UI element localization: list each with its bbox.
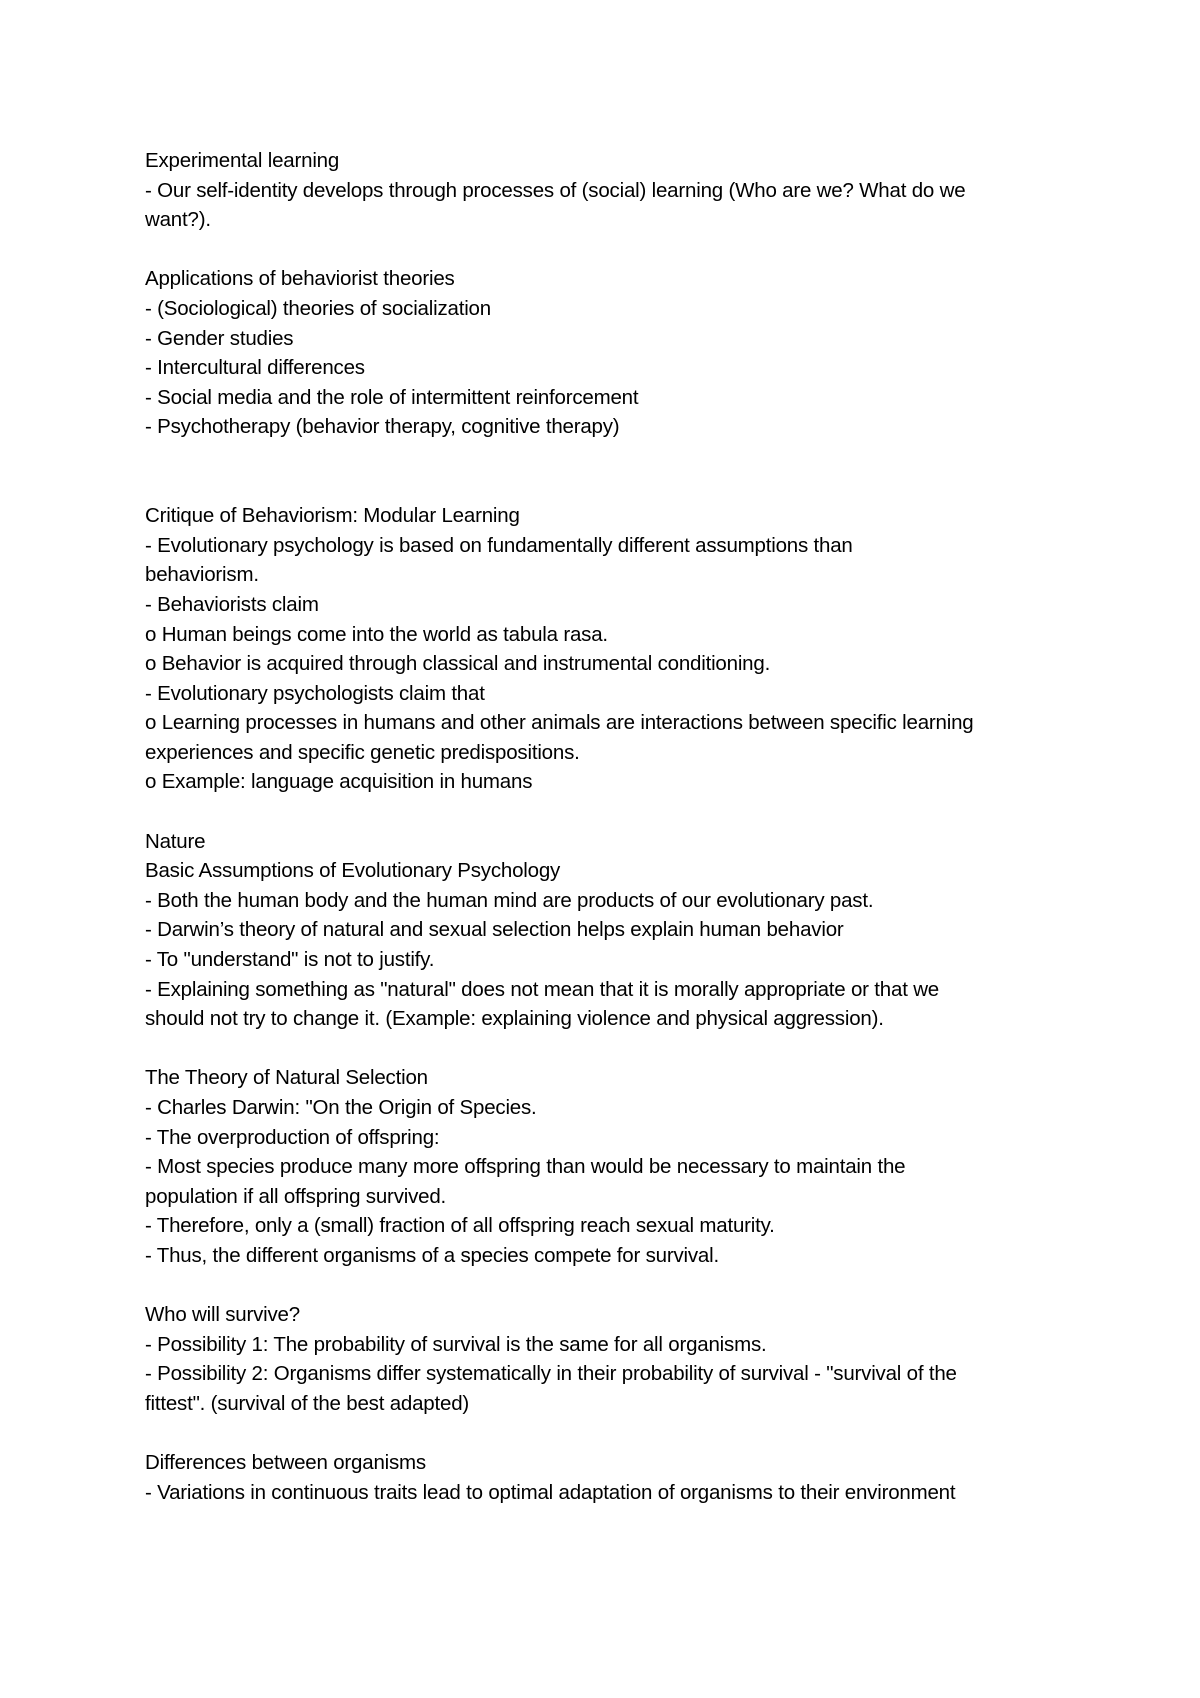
section-differences-organisms	[145, 1448, 1075, 1507]
text-line: o Human beings come into the world as tabula rasa.	[145, 622, 608, 646]
text-line: - (Sociological) theories of socialization	[145, 296, 491, 320]
text-line: - Darwin’s theory of natural and sexual selection helps explain human behavior	[145, 918, 844, 942]
paragraph-spacer	[145, 1034, 1075, 1064]
text-line: - Both the human body and the human mind are products of our evolutionary past.	[145, 888, 874, 912]
text-line: - Variations in continuous traits lead to optimal adaptation of organisms to their environment	[145, 1480, 956, 1504]
document-body	[145, 146, 1075, 1507]
text-line: - To "understand" is not to justify.	[145, 948, 435, 972]
text-line: - Evolutionary psychology is based on fundamentally different assumptions than	[145, 533, 853, 557]
text-line: - Gender studies	[145, 326, 294, 350]
text-line: - Thus, the different organisms of a species compete for survival.	[145, 1243, 719, 1267]
text-line: population if all offspring survived.	[145, 1184, 447, 1208]
text-line: o Example: language acquisition in humans	[145, 770, 533, 794]
section-heading: The Theory of Natural Selection	[145, 1066, 428, 1090]
text-line: - Explaining something as "natural" does not mean that it is morally appropriate or that we	[145, 977, 940, 1001]
text-line: - Most species produce many more offspring than would be necessary to maintain the	[145, 1155, 906, 1179]
text-line: - Possibility 2: Organisms differ systematically in their probability of survival - "survival of the	[145, 1362, 957, 1386]
text-line: o Learning processes in humans and other animals are interactions between specific learning	[145, 711, 974, 735]
text-line: - Possibility 1: The probability of survival is the same for all organisms.	[145, 1332, 767, 1356]
section-heading: Who will survive?	[145, 1303, 300, 1327]
paragraph-spacer	[145, 442, 1075, 501]
text-line: fittest". (survival of the best adapted)	[145, 1391, 470, 1415]
text-line: behaviorism.	[145, 563, 259, 587]
section-nature	[145, 827, 1075, 1034]
section-heading: Nature	[145, 829, 206, 853]
section-natural-selection	[145, 1063, 1075, 1270]
paragraph-spacer	[145, 797, 1075, 827]
text-line: - Psychotherapy (behavior therapy, cognitive therapy)	[145, 415, 620, 439]
section-heading: Critique of Behaviorism: Modular Learning	[145, 504, 520, 528]
text-line: - Behaviorists claim	[145, 592, 319, 616]
text-line: - Intercultural differences	[145, 356, 365, 380]
text-line: - Social media and the role of intermittent reinforcement	[145, 385, 639, 409]
text-line: o Behavior is acquired through classical and instrumental conditioning.	[145, 652, 771, 676]
paragraph-spacer	[145, 1419, 1075, 1449]
section-heading: Applications of behaviorist theories	[145, 267, 455, 291]
section-subheading: Basic Assumptions of Evolutionary Psychology	[145, 859, 561, 883]
text-line: should not try to change it. (Example: explaining violence and physical aggression).	[145, 1007, 884, 1031]
text-line: - Therefore, only a (small) fraction of all offspring reach sexual maturity.	[145, 1214, 775, 1238]
text-line: want?).	[145, 208, 211, 232]
section-heading: Experimental learning	[145, 149, 340, 172]
text-line: - Evolutionary psychologists claim that	[145, 681, 485, 705]
paragraph-spacer	[145, 235, 1075, 265]
text-line: - Charles Darwin: "On the Origin of Species.	[145, 1096, 537, 1119]
text-line: - The overproduction of offspring:	[145, 1125, 440, 1149]
text-line: - Our self-identity develops through processes of (social) learning (Who are we? What do we	[145, 178, 966, 202]
section-heading: Differences between organisms	[145, 1451, 426, 1475]
section-who-will-survive	[145, 1300, 1075, 1418]
text-line: experiences and specific genetic predispositions.	[145, 740, 580, 764]
section-experimental-learning	[145, 146, 1075, 235]
section-critique-behaviorism	[145, 501, 1075, 797]
section-applications	[145, 264, 1075, 442]
paragraph-spacer	[145, 1271, 1075, 1301]
